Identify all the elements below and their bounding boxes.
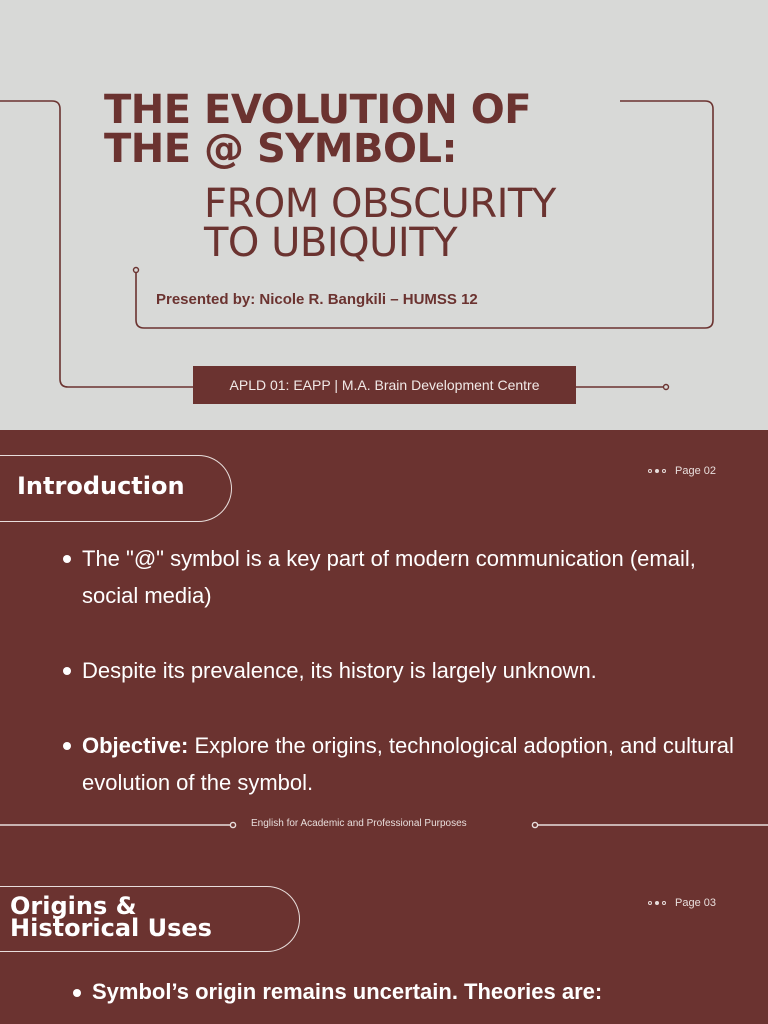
origins-heading: [10, 892, 212, 942]
course-text: APLD 01: EAPP | M.A. Brain Development Centre: [229, 377, 540, 393]
introduction-bullets: [60, 540, 740, 839]
bullet-item: Despite its prevalence, its history is largely unknown.: [60, 652, 740, 689]
subtitle-line-1: FROM OBSCURITY: [204, 181, 556, 227]
page-tag-02: [648, 465, 716, 477]
bullet-item: Objective: Explore the origins, technological adoption, and cultural evolution of the symbol.: [60, 727, 740, 801]
subtitle-line-2: TO UBIQUITY: [204, 220, 458, 266]
bullet-item: Symbol’s origin remains uncertain. Theories are:: [70, 976, 760, 1008]
origins-heading-line-1: Origins &: [10, 892, 137, 920]
origins-heading-line-2: Historical Uses: [10, 914, 212, 942]
presenter-text: Presented by: Nicole R. Bangkili – HUMSS 12: [156, 291, 478, 308]
origins-bullets: [70, 976, 760, 1008]
dots-icon: [648, 469, 666, 473]
course-label: [193, 366, 576, 404]
dots-icon: [648, 901, 666, 905]
footer-text: English for Academic and Professional Purposes: [251, 818, 467, 829]
introduction-heading: Introduction: [17, 472, 185, 500]
page-number: Page 03: [675, 897, 716, 909]
page-tag-03: [648, 897, 716, 909]
title-line-1: THE EVOLUTION OF: [104, 87, 532, 133]
cover-slide: [0, 0, 768, 430]
bullet-item: The "@" symbol is a key part of modern communication (email, social media): [60, 540, 740, 614]
title-line-2: THE @ SYMBOL:: [104, 126, 457, 172]
page-number: Page 02: [675, 465, 716, 477]
